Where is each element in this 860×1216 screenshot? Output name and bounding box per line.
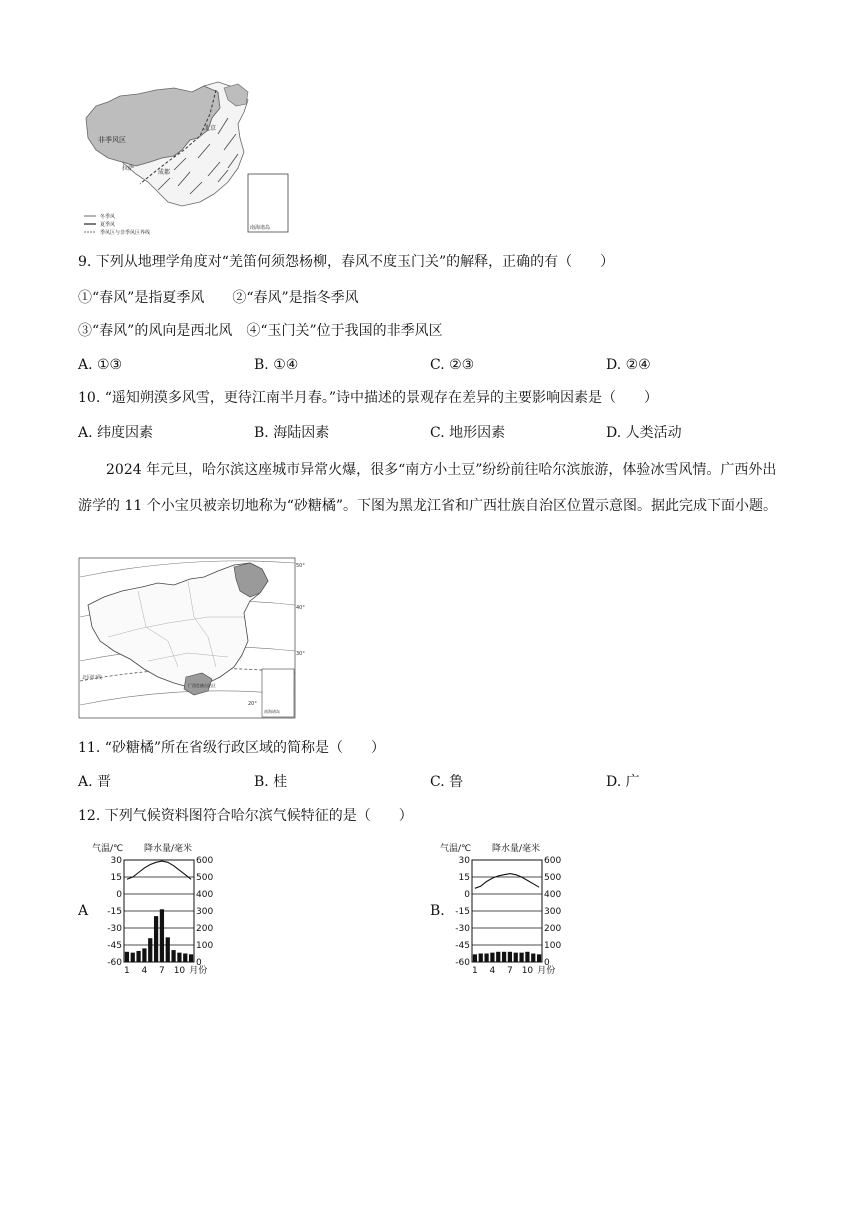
legend-summer: 夏季风 [100, 222, 116, 228]
temp-tick-label: -60 [455, 958, 470, 968]
precip-tick-label: 0 [196, 958, 202, 968]
precip-bar [514, 953, 518, 962]
climate-chart-b [440, 838, 590, 980]
temp-tick-label: -30 [107, 924, 122, 934]
legend-boundary: 季风区与非季风区界线 [100, 230, 151, 236]
q12-stem: 12. 下列气候资料图符合哈尔滨气候特征的是（ ） [78, 808, 413, 824]
precip-bar [160, 909, 164, 962]
q10-stem: 10. “遥知朔漠多风雪，更待江南半月春。”诗中描述的景观存在差异的主要影响因素是（ ） [78, 390, 659, 406]
guangxi-label: 广西壮族自治区 [188, 683, 216, 688]
month-tick-label: 7 [507, 966, 513, 976]
temp-tick-label: -45 [107, 941, 122, 951]
temp-tick-label: -15 [455, 907, 470, 917]
precip-bar [136, 951, 140, 962]
q9-statements-2: ③“春风”的风向是西北风 ④“玉门关”位于我国的非季风区 [78, 323, 443, 339]
non-monsoon-label: 非季风区 [98, 136, 126, 144]
precip-tick-label: 200 [196, 924, 214, 934]
temp-tick-label: -30 [455, 924, 470, 934]
precip-bar [177, 953, 181, 962]
precip-bar [131, 953, 135, 962]
precip-bar [519, 953, 523, 962]
south-sea-label-2: 南海诸岛 [264, 709, 280, 714]
tropic-label: 北回归线 [82, 675, 103, 681]
precip-bar [154, 916, 158, 962]
q11-option-d[interactable]: D. 广 [606, 774, 640, 790]
precip-tick-label: 300 [544, 907, 562, 917]
precip-bar [148, 938, 152, 962]
precip-bar [496, 952, 500, 962]
month-tick-label: 7 [159, 966, 165, 976]
chengdu-label: 成都 [158, 169, 171, 176]
q11-option-a[interactable]: A. 晋 [78, 774, 112, 790]
month-tick-label: 1 [472, 966, 478, 976]
precip-axis-label: 降水量/毫米 [144, 844, 193, 854]
precip-tick-label: 300 [196, 907, 214, 917]
q10-option-d[interactable]: D. 人类活动 [606, 425, 682, 441]
legend-winter: 冬季风 [100, 214, 116, 220]
precip-bar [142, 948, 146, 962]
month-tick-label: 4 [489, 966, 496, 976]
precip-tick-label: 0 [544, 958, 550, 968]
precip-tick-label: 100 [196, 941, 214, 951]
q11-stem: 11. “砂糖橘”所在省级行政区域的简称是（ ） [78, 740, 386, 756]
precip-tick-label: 500 [544, 873, 562, 883]
month-tick-label: 4 [141, 966, 148, 976]
month-axis-label: 月份 [537, 966, 556, 976]
q12-option-b[interactable]: B. [430, 903, 445, 919]
temp-tick-label: 15 [458, 873, 470, 883]
q9-stem: 9. 下列从地理学角度对“羌笛何须怨杨柳，春风不度玉门关”的解释，正确的有（ ） [78, 254, 615, 270]
q9-option-b[interactable]: B. ①④ [254, 357, 299, 373]
precip-tick-label: 200 [544, 924, 562, 934]
precip-bar [531, 954, 535, 963]
month-tick-label: 1 [124, 966, 130, 976]
temp-tick-label: -15 [107, 907, 122, 917]
precip-bar [502, 952, 506, 962]
temp-tick-label: -60 [107, 958, 122, 968]
temp-axis-label: 气温/℃ [440, 844, 472, 854]
location-map [78, 557, 306, 720]
precip-axis-label: 降水量/毫米 [492, 844, 541, 854]
month-tick-label: 10 [173, 966, 186, 976]
precip-bar [525, 952, 529, 962]
climate-chart-a [92, 838, 242, 980]
q9-option-d[interactable]: D. ②④ [606, 357, 651, 373]
lat-50: 50° [296, 563, 305, 569]
precip-tick-label: 400 [544, 890, 562, 900]
q11-option-b[interactable]: B. 桂 [254, 774, 288, 790]
temp-tick-label: 30 [458, 856, 470, 866]
lat-40: 40° [296, 605, 305, 611]
precip-bar [183, 954, 187, 963]
beijing-label: 北京 [204, 125, 217, 132]
precip-tick-label: 100 [544, 941, 562, 951]
precip-bar [484, 954, 488, 963]
lat-20: 20° [248, 701, 257, 707]
temp-tick-label: 30 [110, 856, 122, 866]
precip-bar [125, 952, 129, 962]
precip-bar [171, 950, 175, 962]
q12-option-a[interactable]: A [78, 903, 89, 919]
precip-tick-label: 600 [196, 856, 214, 866]
temp-tick-label: 0 [464, 890, 470, 900]
precip-tick-label: 600 [544, 856, 562, 866]
q11-option-c[interactable]: C. 鲁 [430, 774, 464, 790]
temp-tick-label: -45 [455, 941, 470, 951]
temperature-line [475, 874, 539, 889]
month-axis-label: 月份 [189, 966, 208, 976]
precip-bar [537, 954, 541, 962]
precip-tick-label: 500 [196, 873, 214, 883]
q9-option-a[interactable]: A. ①③ [78, 357, 123, 373]
temp-tick-label: 0 [116, 890, 122, 900]
precip-bar [166, 937, 170, 962]
lat-30: 30° [296, 651, 305, 657]
precip-bar [473, 954, 477, 962]
temp-axis-label: 气温/℃ [92, 844, 124, 854]
precip-bar [508, 952, 512, 962]
monsoon-map [78, 78, 293, 240]
precip-bar [490, 953, 494, 962]
q10-option-b[interactable]: B. 海陆因素 [254, 425, 330, 441]
q10-option-a[interactable]: A. 纬度因素 [78, 425, 154, 441]
q10-option-c[interactable]: C. 地形因素 [430, 425, 506, 441]
month-tick-label: 10 [521, 966, 534, 976]
south-sea-label: 南海诸岛 [250, 225, 271, 231]
q9-option-c[interactable]: C. ②③ [430, 357, 475, 373]
reading-passage: 2024 年元旦，哈尔滨这座城市异常火爆，很多“南方小土豆”纷纷前往哈尔滨旅游，体验冰雪风情。广西外出游学的 11 个小宝贝被亲切地称为“砂糖橘”。下图为黑龙江省和广西壮族自治区位置示意图。据此完成下面小题。 [78, 462, 778, 514]
lhasa-label: 拉萨 [122, 165, 135, 172]
precip-bar [479, 954, 483, 963]
q9-statements-1: ①“春风”是指夏季风 ②“春风”是指冬季风 [78, 290, 359, 306]
precip-tick-label: 400 [196, 890, 214, 900]
temperature-line [127, 861, 191, 879]
temp-tick-label: 15 [110, 873, 122, 883]
precip-bar [189, 954, 193, 962]
